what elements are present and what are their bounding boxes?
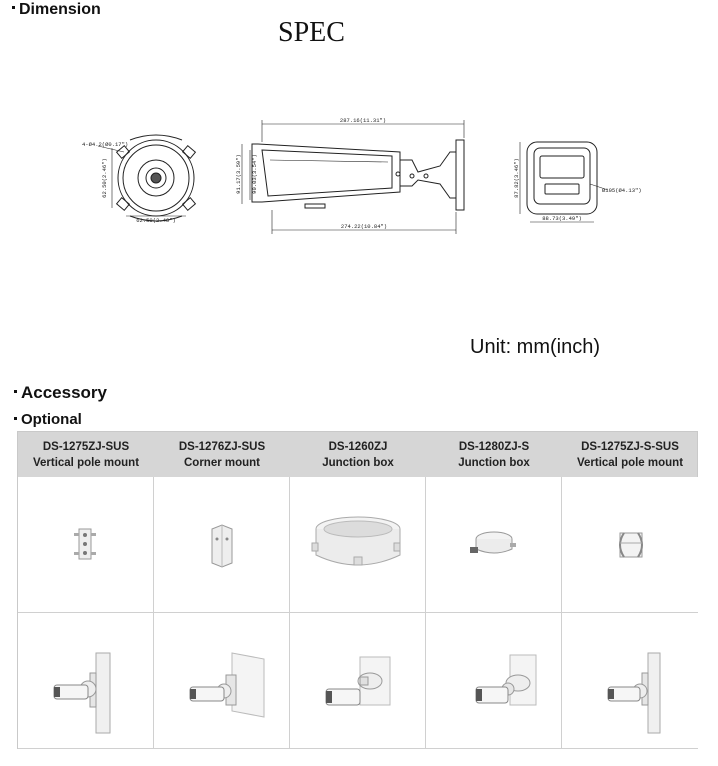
pole-mount-strap-image xyxy=(562,477,698,613)
side-view-drawing xyxy=(242,120,464,234)
installation-image-cell xyxy=(290,613,426,749)
installation-image-cell xyxy=(154,613,290,749)
rear-height-label: 87.82(3.46") xyxy=(513,158,520,198)
column-header xyxy=(154,432,290,477)
corner-installation-image xyxy=(154,613,290,749)
bullet-icon xyxy=(14,390,17,393)
pole-mount-bracket-image xyxy=(18,477,154,613)
accessory-heading-text: Accessory xyxy=(21,383,108,402)
model-name: DS-1280ZJ-S xyxy=(458,440,530,453)
table-header xyxy=(18,432,697,477)
spec-title: SPEC xyxy=(278,17,345,48)
bullet-icon xyxy=(12,6,15,9)
rear-diameter-label: Ø105(Ø4.13") xyxy=(602,187,642,194)
bullet-icon xyxy=(14,417,17,420)
column-header xyxy=(290,432,426,477)
column-header xyxy=(426,432,562,477)
product-image-cell xyxy=(154,477,290,613)
corner-mount-image xyxy=(154,477,290,613)
front-width-label: 62.50(2.46") xyxy=(136,217,176,224)
column-header xyxy=(562,432,698,477)
mount-type: Vertical pole mount xyxy=(576,456,684,469)
product-image-cell xyxy=(562,477,698,613)
model-name: DS-1276ZJ-SUS xyxy=(178,440,266,453)
dimension-heading-text: Dimension xyxy=(19,1,101,18)
optional-heading-text: Optional xyxy=(21,411,82,428)
product-image-cell xyxy=(290,477,426,613)
model-name: DS-1275ZJ-S-SUS xyxy=(581,440,679,453)
front-holes-label: 4-Ø4.2(Ø0.17") xyxy=(82,141,129,148)
mount-type: Corner mount xyxy=(183,456,261,469)
pole-strap-installation-image xyxy=(562,613,698,749)
installation-image-cell xyxy=(562,613,698,749)
installation-image-cell xyxy=(426,613,562,749)
side-h2-label: 90.03(3.54") xyxy=(251,154,258,194)
rear-view-drawing xyxy=(520,142,608,222)
pole-installation-image xyxy=(18,613,154,749)
junction-box-image xyxy=(290,477,426,613)
side-h1-label: 91.17(3.59") xyxy=(235,154,242,194)
mount-type: Vertical pole mount xyxy=(32,456,140,469)
small-junction-box-image xyxy=(426,477,562,613)
side-top-label: 287.16(11.31") xyxy=(339,117,387,124)
mount-type: Junction box xyxy=(458,456,530,469)
product-image-cell xyxy=(18,477,154,613)
model-name: DS-1260ZJ xyxy=(328,440,388,453)
product-image-cell xyxy=(426,477,562,613)
mount-type: Junction box xyxy=(322,456,394,469)
accessory-table xyxy=(17,431,698,749)
unit-label: Unit: mm(inch) xyxy=(470,336,601,358)
model-name: DS-1275ZJ-SUS xyxy=(42,440,130,453)
installation-image-cell xyxy=(18,613,154,749)
column-header xyxy=(18,432,154,477)
dimension-heading xyxy=(12,1,101,19)
side-bottom-label: 274.22(10.84") xyxy=(340,223,388,230)
dimension-drawings xyxy=(0,100,718,250)
accessory-heading xyxy=(14,383,107,403)
front-height-label: 62.50(2.46") xyxy=(101,158,108,198)
optional-heading xyxy=(14,411,82,428)
rear-width-label: 88.73(3.49") xyxy=(542,215,582,222)
small-junction-box-installation-image xyxy=(426,613,562,749)
junction-box-installation-image xyxy=(290,613,426,749)
